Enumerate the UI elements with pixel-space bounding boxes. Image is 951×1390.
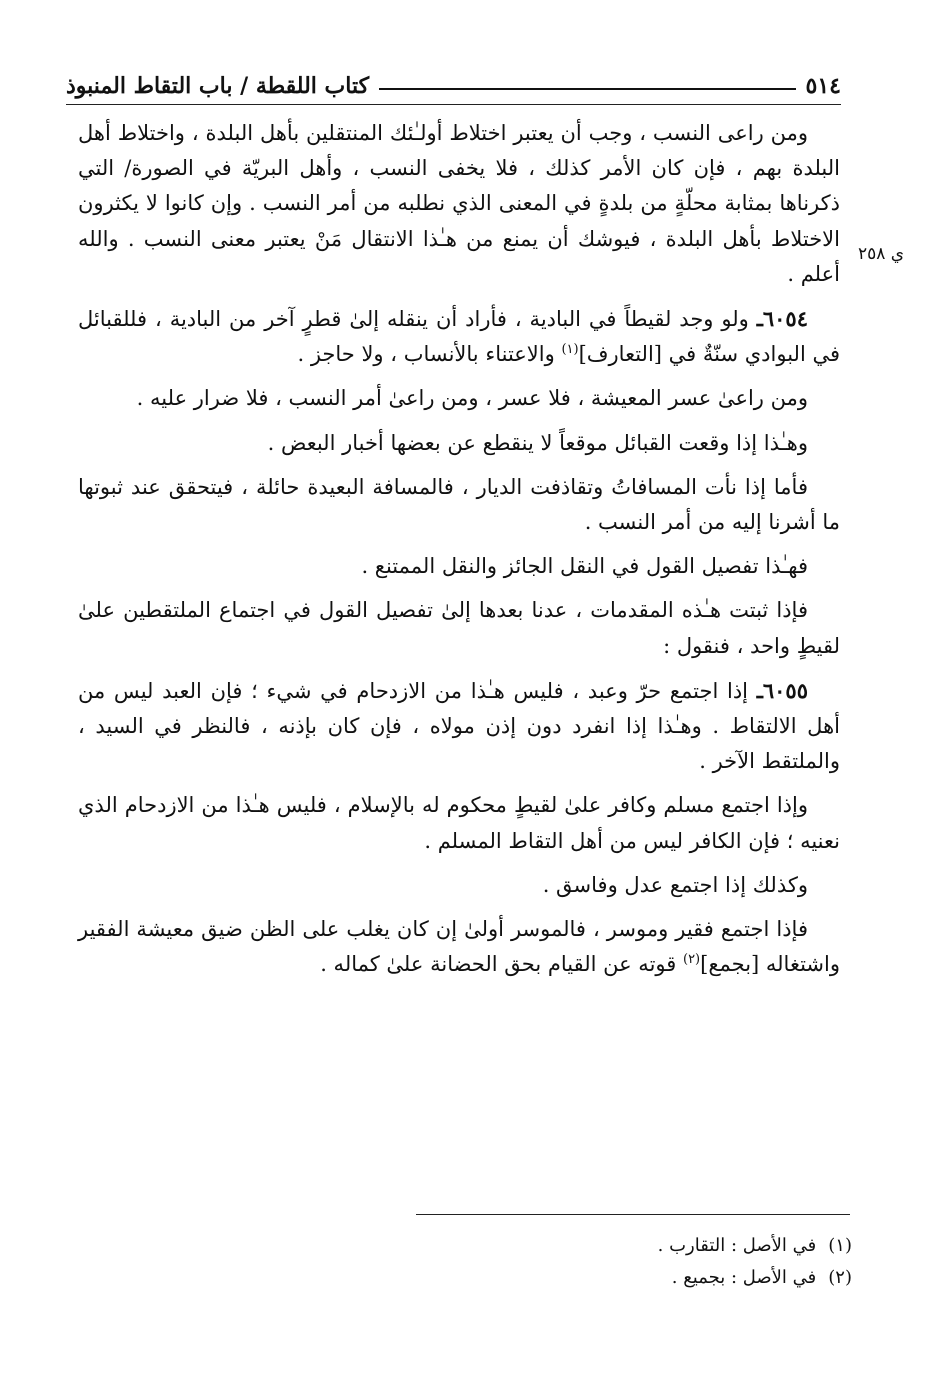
footnote-text: في الأصل : التقارب . — [657, 1235, 817, 1256]
paragraph: وإذا اجتمع مسلم وكافر علىٰ لقيطٍ محكوم له بالإسلام ، فليس هـٰذا من الازدحام الذي نعنيه ؛ فإن الكافر ليس من أهل التقاط المسلم . — [78, 793, 840, 853]
paragraph: وهـٰذا إذا وقعت القبائل موقعاً لا ينقطع عن بعضها أخبار البعض . — [267, 430, 808, 455]
footnote-text: في الأصل : بجميع . — [671, 1267, 817, 1288]
header-underline — [66, 104, 841, 105]
footnote-separator — [416, 1214, 850, 1215]
issue-number: ٦٠٥٤ـ — [756, 306, 808, 332]
paragraph: فأما إذا نأت المسافاتُ وتقاذفت الديار ، فالمسافة البعيدة حائلة ، فيتحقق عند ثبوتها ما أشرنا إليه من أمر النسب . — [78, 474, 840, 535]
footnote-ref: (٢) — [682, 952, 701, 968]
paragraph: ومن راعى النسب ، وجب أن يعتبر اختلاط أولـٰئك المنتقلين بأهل البلدة ، واختلاط أهل البلدة بهم ، فإن كان الأمر كذلك ، فلا يخفى النسب ، وأهل البريّة في الصورة/ التي ذكرناها بمثابة محلّةٍ من بلدةٍ في المعنى الذي نطلبه من أمر النسب . وإن كانوا لا يكثرون الاختلاط بأهل البلدة ، فيوشك أن يمنع من هـٰذا الانتقال مَنْ يعتبر معنى النسب . والله أعلم . — [78, 121, 840, 286]
header-rule — [379, 88, 795, 90]
footnote-number: (٢) — [828, 1267, 852, 1288]
footnotes — [400, 1230, 852, 1294]
paragraph: ٦٠٥٤ـ ولو وجد لقيطاً في البادية ، فأراد أن ينقله إلىٰ قطرٍ آخر من البادية ، فللقبائل في البوادي سنّةٌ في [التعارف]$^{(١)}$ والاعتناء بالأنساب ، ولا حاجز . — [78, 306, 840, 367]
paragraph: وكذلك إذا اجتمع عدل وفاسق . — [542, 872, 808, 897]
issue-number: ٦٠٥٥ـ — [756, 677, 808, 703]
paragraph: فإذا اجتمع فقير وموسر ، فالموسر أولىٰ إن كان يغلب على الظن ضيق معيشة الفقير واشتغاله [بجمع]$^{(٢)}$ قوته عن القيام بحق الحضانة علىٰ كماله . — [78, 917, 840, 977]
footnote-ref: (١) — [561, 342, 579, 358]
main-text — [78, 116, 840, 982]
footnote — [400, 1230, 852, 1262]
paragraph: فإذا ثبتت هـٰذه المقدمات ، عدنا بعدها إلىٰ تفصيل القول في اجتماع الملتقطين علىٰ لقيطٍ واحد ، فنقول : — [78, 598, 840, 658]
page-header — [66, 68, 841, 104]
running-title: كتاب اللقطة / باب التقاط المنبوذ — [66, 73, 370, 99]
margin-manuscript-ref: ي ٢٥٨ — [858, 244, 905, 264]
paragraph: ٦٠٥٥ـ إذا اجتمع حرّ وعبد ، فليس هـٰذا من الازدحام في شيء ؛ فإن العبد ليس من أهل الالتقاط . وهـٰذا إذا انفرد دون إذن مولاه ، فإن كان بإذنه ، فالنظر في السيد ، والملتقط الآخر . — [78, 677, 840, 774]
footnote-number: (١) — [828, 1235, 852, 1256]
paragraph: فهـٰذا تفصيل القول في النقل الجائز والنقل الممتنع . — [361, 554, 808, 579]
page-number: ٥١٤ — [805, 73, 841, 99]
footnote — [400, 1262, 852, 1294]
paragraph: ومن راعىٰ عسر المعيشة ، فلا عسر ، ومن راعىٰ أمر النسب ، فلا ضرار عليه . — [136, 386, 808, 411]
